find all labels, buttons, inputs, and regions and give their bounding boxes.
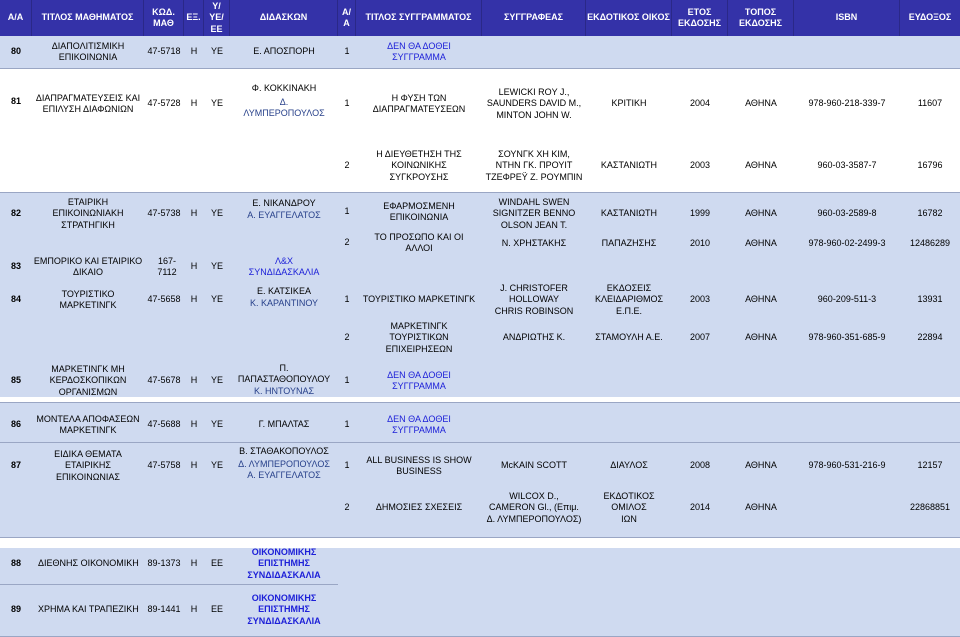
book-aa: 1 [344,460,350,471]
course-type: ΕΕ [210,558,223,569]
semester: Η [190,419,198,430]
course-code: 89-1441 [147,604,181,615]
header-publisher: ΕΚΔΟΤΙΚΟΣ ΟΙΚΟΣ [586,0,672,36]
eudoxus-code: 12157 [917,460,943,471]
row-number: 89 [10,604,21,615]
course-type: ΥΕ [210,46,223,57]
book-aa: 2 [344,502,350,513]
isbn: 960-03-3587-7 [817,160,877,171]
course-title: ΜΟΝΤΕΛΑ ΑΠΟΦΑΣΕΩΝ ΜΑΡΚΕΤΙΝΓΚ [36,413,140,435]
row-number: 86 [10,419,21,430]
row-number: 81 [10,96,21,107]
year: 2010 [689,238,711,249]
row-number: 88 [10,558,21,569]
isbn: 978-960-531-216-9 [808,460,886,471]
isbn: 978-960-351-685-9 [808,332,886,343]
course-title: ΕΤΑΙΡΙΚΗ ΕΠΙΚΟΙΝΩΝΙΑΚΗ ΣΤΡΑΤΗΓΙΚΗ [52,197,124,230]
year: 2004 [689,98,711,109]
course-code: 47-5758 [147,460,181,471]
place: ΑΘΗΝΑ [745,332,777,343]
header-teacher: ΔΙΔΑΣΚΩΝ [230,0,338,36]
year: 2008 [689,460,711,471]
book-aa: 1 [344,98,350,109]
author: ΣΟΥΝΓΚ ΧΗ ΚΙΜ, ΝΤΗΝ ΓΚ. ΠΡΟΥΙΤ ΤΖΕΦΡΕΫ Ζ. ΡΟΥΜΠΙΝ [485,149,583,182]
eudoxus-code: 12486289 [909,238,951,249]
row-number: 84 [10,294,21,305]
course-title: ΧΡΗΜΑ ΚΑΙ ΤΡΑΠΕΖΙΚΗ [38,604,139,615]
semester: Η [190,46,198,57]
eudoxus-code: 16796 [917,160,943,171]
author: WINDAHL SWEN SIGNITZER BENNO OLSON JEAN T. [492,197,576,230]
publisher: ΠΑΠΑΖΗΣΗΣ [601,238,657,249]
semester: Η [190,208,198,219]
course-type: ΥΕ [210,261,223,272]
teacher-secondary: Κ. ΚΑΡΑΝΤΙΝΟΥ [249,298,319,309]
course-code: 47-5678 [147,375,181,386]
course-title: ΔΙΑΠΟΛΙΤΙΣΜΙΚΗ ΕΠΙΚΟΙΝΩΝΙΑ [51,40,125,62]
teacher: Γ. ΜΠΑΛΤΑΣ [258,419,310,430]
header-eudoxus: ΕΥΔΟΞΟΣ [900,0,960,36]
course-title: ΤΟΥΡΙΣΤΙΚΟ ΜΑΡΚΕΤΙΝΓΚ [59,288,117,310]
author: WILCOX D., CAMERON Gl., (Επιμ. Δ. ΛΥΜΠΕΡΟΠΟΥΛΟΣ) [486,491,582,524]
header-isbn: ISBN [794,0,900,36]
row-number: 87 [10,460,21,471]
book-aa: 1 [344,419,350,430]
book-title: ΔΕΝ ΘΑ ΔΟΘΕΙ ΣΥΓΓΡΑΜΜΑ [387,413,451,435]
eudoxus-code: 16782 [917,208,943,219]
isbn: 978-960-02-2499-3 [808,238,886,249]
year: 2007 [689,332,711,343]
eudoxus-code: 22868851 [909,502,951,513]
book-aa: 2 [344,332,350,343]
eudoxus-code: 22894 [917,332,943,343]
row-number: 82 [10,208,21,219]
eudoxus-code: 13931 [917,294,943,305]
header-year: ΕΤΟΣ ΕΚΔΟΣΗΣ [672,0,728,36]
row-number: 83 [10,261,21,272]
header-place: ΤΟΠΟΣ ΕΚΔΟΣΗΣ [728,0,794,36]
header-book-title: ΤΙΤΛΟΣ ΣΥΓΓΡΑΜΜΑΤΟΣ [356,0,482,36]
teacher: ΟΙΚΟΝΟΜΙΚΗΣ ΕΠΙΣΤΗΜΗΣ ΣΥΝΔΙΔΑΣΚΑΛΙΑ [247,547,321,580]
book-title: ALL BUSINESS IS SHOW BUSINESS [366,454,472,476]
book-aa: 1 [344,46,350,57]
isbn: 960-03-2589-8 [817,208,877,219]
course-code: 47-5658 [147,294,181,305]
book-aa: 1 [344,206,350,217]
header-type: Υ/ ΥΕ/ ΕΕ [204,0,230,36]
header-aa: Α/Α [0,0,32,36]
row-divider [0,442,960,443]
year: 2014 [689,502,711,513]
header-author: ΣΥΓΓΡΑΦΕΑΣ [482,0,586,36]
isbn: 978-960-218-339-7 [808,98,886,109]
course-type: ΥΕ [210,208,223,219]
publisher: ΚΡΙΤΙΚΗ [611,98,647,109]
semester: Η [190,375,198,386]
course-title: ΔΙΕΘΝΗΣ ΟΙΚΟΝΟΜΙΚΗ [38,558,139,569]
course-code: 47-5688 [147,419,181,430]
author: Ν. ΧΡΗΣΤΑΚΗΣ [501,238,567,249]
row-number: 80 [10,46,21,57]
teacher-secondary: Δ. ΛΥΜΠΕΡΟΠΟΥΛΟΣ Α. ΕΥΑΓΓΕΛΑΤΟΣ [238,458,330,480]
course-code: 89-1373 [147,558,181,569]
book-title: ΤΟΥΡΙΣΤΙΚΟ ΜΑΡΚΕΤΙΝΓΚ [362,294,476,305]
course-title: ΕΙΔΙΚΑ ΘΕΜΑΤΑ ΕΤΑΙΡΙΚΗΣ ΕΠΙΚΟΙΝΩΝΙΑΣ [54,449,122,482]
book-aa: 2 [344,160,350,171]
year: 2003 [689,160,711,171]
author: McKAIN SCOTT [500,460,567,471]
teacher-secondary: Κ. ΗΝΤΟΥΝΑΣ [253,386,315,397]
course-type: ΕΕ [210,604,223,615]
author: J. CHRISTOFER HOLLOWAY CHRIS ROBINSON [494,283,574,316]
teacher-secondary: Δ. ΛΥΜΠΕΡΟΠΟΥΛΟΣ [243,96,325,118]
year: 1999 [689,208,711,219]
teacher-primary: Β. ΣΤΑΘΑΚΟΠΟΥΛΟΣ [239,446,329,457]
book-aa: 2 [344,237,350,248]
header-course-title: ΤΙΤΛΟΣ ΜΑΘΗΜΑΤΟΣ [32,0,144,36]
semester: Η [190,261,198,272]
place: ΑΘΗΝΑ [745,238,777,249]
row-divider [0,68,960,69]
place: ΑΘΗΝΑ [745,460,777,471]
header-book-aa: Α/ Α [338,0,356,36]
teacher: ΟΙΚΟΝΟΜΙΚΗΣ ΕΠΙΣΤΗΜΗΣ ΣΥΝΔΙΔΑΣΚΑΛΙΑ [247,593,321,626]
row-divider [0,192,960,193]
semester: Η [190,558,198,569]
semester: Η [190,98,198,109]
course-title: ΜΑΡΚΕΤΙΝΓΚ ΜΗ ΚΕΡΔΟΣΚΟΠΙΚΩΝ ΟΡΓΑΝΙΣΜΩΝ [49,364,127,397]
course-type: ΥΕ [210,419,223,430]
course-code: 47-5728 [147,98,181,109]
teacher-primary: Π. ΠΑΠΑΣΤΑΘΟΠΟΥΛΟΥ [237,362,331,384]
publisher: ΚΑΣΤΑΝΙΩΤΗ [600,160,658,171]
teacher: Λ&Χ ΣΥΝΔΙΔΑΣΚΑΛΙΑ [248,255,320,277]
publisher: ΔΙΑΥΛΟΣ [610,460,648,471]
header-course-code: ΚΩΔ. ΜΑΘ [144,0,184,36]
row-number: 85 [10,375,21,386]
year: 2003 [689,294,711,305]
course-type: ΥΕ [210,375,223,386]
course-code: 47-5738 [147,208,181,219]
course-type: ΥΕ [210,460,223,471]
place: ΑΘΗΝΑ [745,160,777,171]
teacher-primary: Ε. ΚΑΤΣΙΚΕΑ [257,286,311,297]
header-semester: ΕΞ. [184,0,204,36]
book-title: Η ΔΙΕΥΘΕΤΗΣΗ ΤΗΣ ΚΟΙΝΩΝΙΚΗΣ ΣΥΓΚΡΟΥΣΗΣ [376,149,462,182]
book-title: ΤΟ ΠΡΟΣΩΠΟ ΚΑΙ ΟΙ ΑΛΛΟΙ [374,231,464,253]
isbn: 960-209-511-3 [817,294,877,305]
book-title: ΔΗΜΟΣΙΕΣ ΣΧΕΣΕΙΣ [375,502,463,513]
row-divider [0,537,960,538]
book-aa: 1 [344,294,350,305]
eudoxus-code: 11607 [917,98,943,109]
book-title: ΔΕΝ ΘΑ ΔΟΘΕΙ ΣΥΓΓΡΑΜΜΑ [387,369,451,391]
course-code: 167- 7112 [157,255,177,277]
teacher-primary: Φ. ΚΟΚΚΙΝΑΚΗ [251,83,317,94]
course-type: ΥΕ [210,98,223,109]
author: LEWICKI ROY J., SAUNDERS DAVID M., MINTON JOHN W. [486,87,582,120]
place: ΑΘΗΝΑ [745,98,777,109]
publisher: ΣΤΑΜΟΥΛΗ Α.Ε. [595,332,663,343]
publisher: ΕΚΔΟΣΕΙΣ ΚΛΕΙΔΑΡΙΘΜΟΣ Ε.Π.Ε. [594,283,664,316]
teacher-secondary: Α. ΕΥΑΓΓΕΛΑΤΟΣ [247,210,321,221]
teacher-primary: Ε. ΝΙΚΑΝΔΡΟΥ [252,198,316,209]
book-title: ΜΑΡΚΕΤΙΝΓΚ ΤΟΥΡΙΣΤΙΚΩΝ ΕΠΙΧΕΙΡΗΣΕΩΝ [385,321,453,354]
book-title: Η ΦΥΣΗ ΤΩΝ ΔΙΑΠΡΑΓΜΑΤΕΥΣΕΩΝ [372,92,466,114]
place: ΑΘΗΝΑ [745,502,777,513]
place: ΑΘΗΝΑ [745,208,777,219]
course-code: 47-5718 [147,46,181,57]
book-title: ΕΦΑΡΜΟΣΜΕΝΗ ΕΠΙΚΟΙΝΩΝΙΑ [383,200,455,222]
course-type: ΥΕ [210,294,223,305]
semester: Η [190,460,198,471]
course-title: ΔΙΑΠΡΑΓΜΑΤΕΥΣΕΙΣ ΚΑΙ ΕΠΙΛΥΣΗ ΔΙΑΦΩΝΙΩΝ [35,92,141,114]
book-title: ΔΕΝ ΘΑ ΔΟΘΕΙ ΣΥΓΓΡΑΜΜΑ [387,40,451,62]
row-divider [0,402,960,403]
semester: Η [190,604,198,615]
author: ΑΝΔΡΙΩΤΗΣ Κ. [502,332,566,343]
book-aa: 1 [344,375,350,386]
course-title: ΕΜΠΟΡΙΚΟ ΚΑΙ ΕΤΑΙΡΙΚΟ ΔΙΚΑΙΟ [33,255,143,277]
semester: Η [190,294,198,305]
isbn [794,488,900,528]
publisher: ΕΚΔΟΤΙΚΟΣ ΟΜΙΛΟΣ ΙΩΝ [603,491,655,524]
publisher: ΚΑΣΤΑΝΙΩΤΗ [600,208,658,219]
place: ΑΘΗΝΑ [745,294,777,305]
row-divider [0,584,338,585]
teacher: Ε. ΑΠΟΣΠΟΡΗ [253,46,315,57]
